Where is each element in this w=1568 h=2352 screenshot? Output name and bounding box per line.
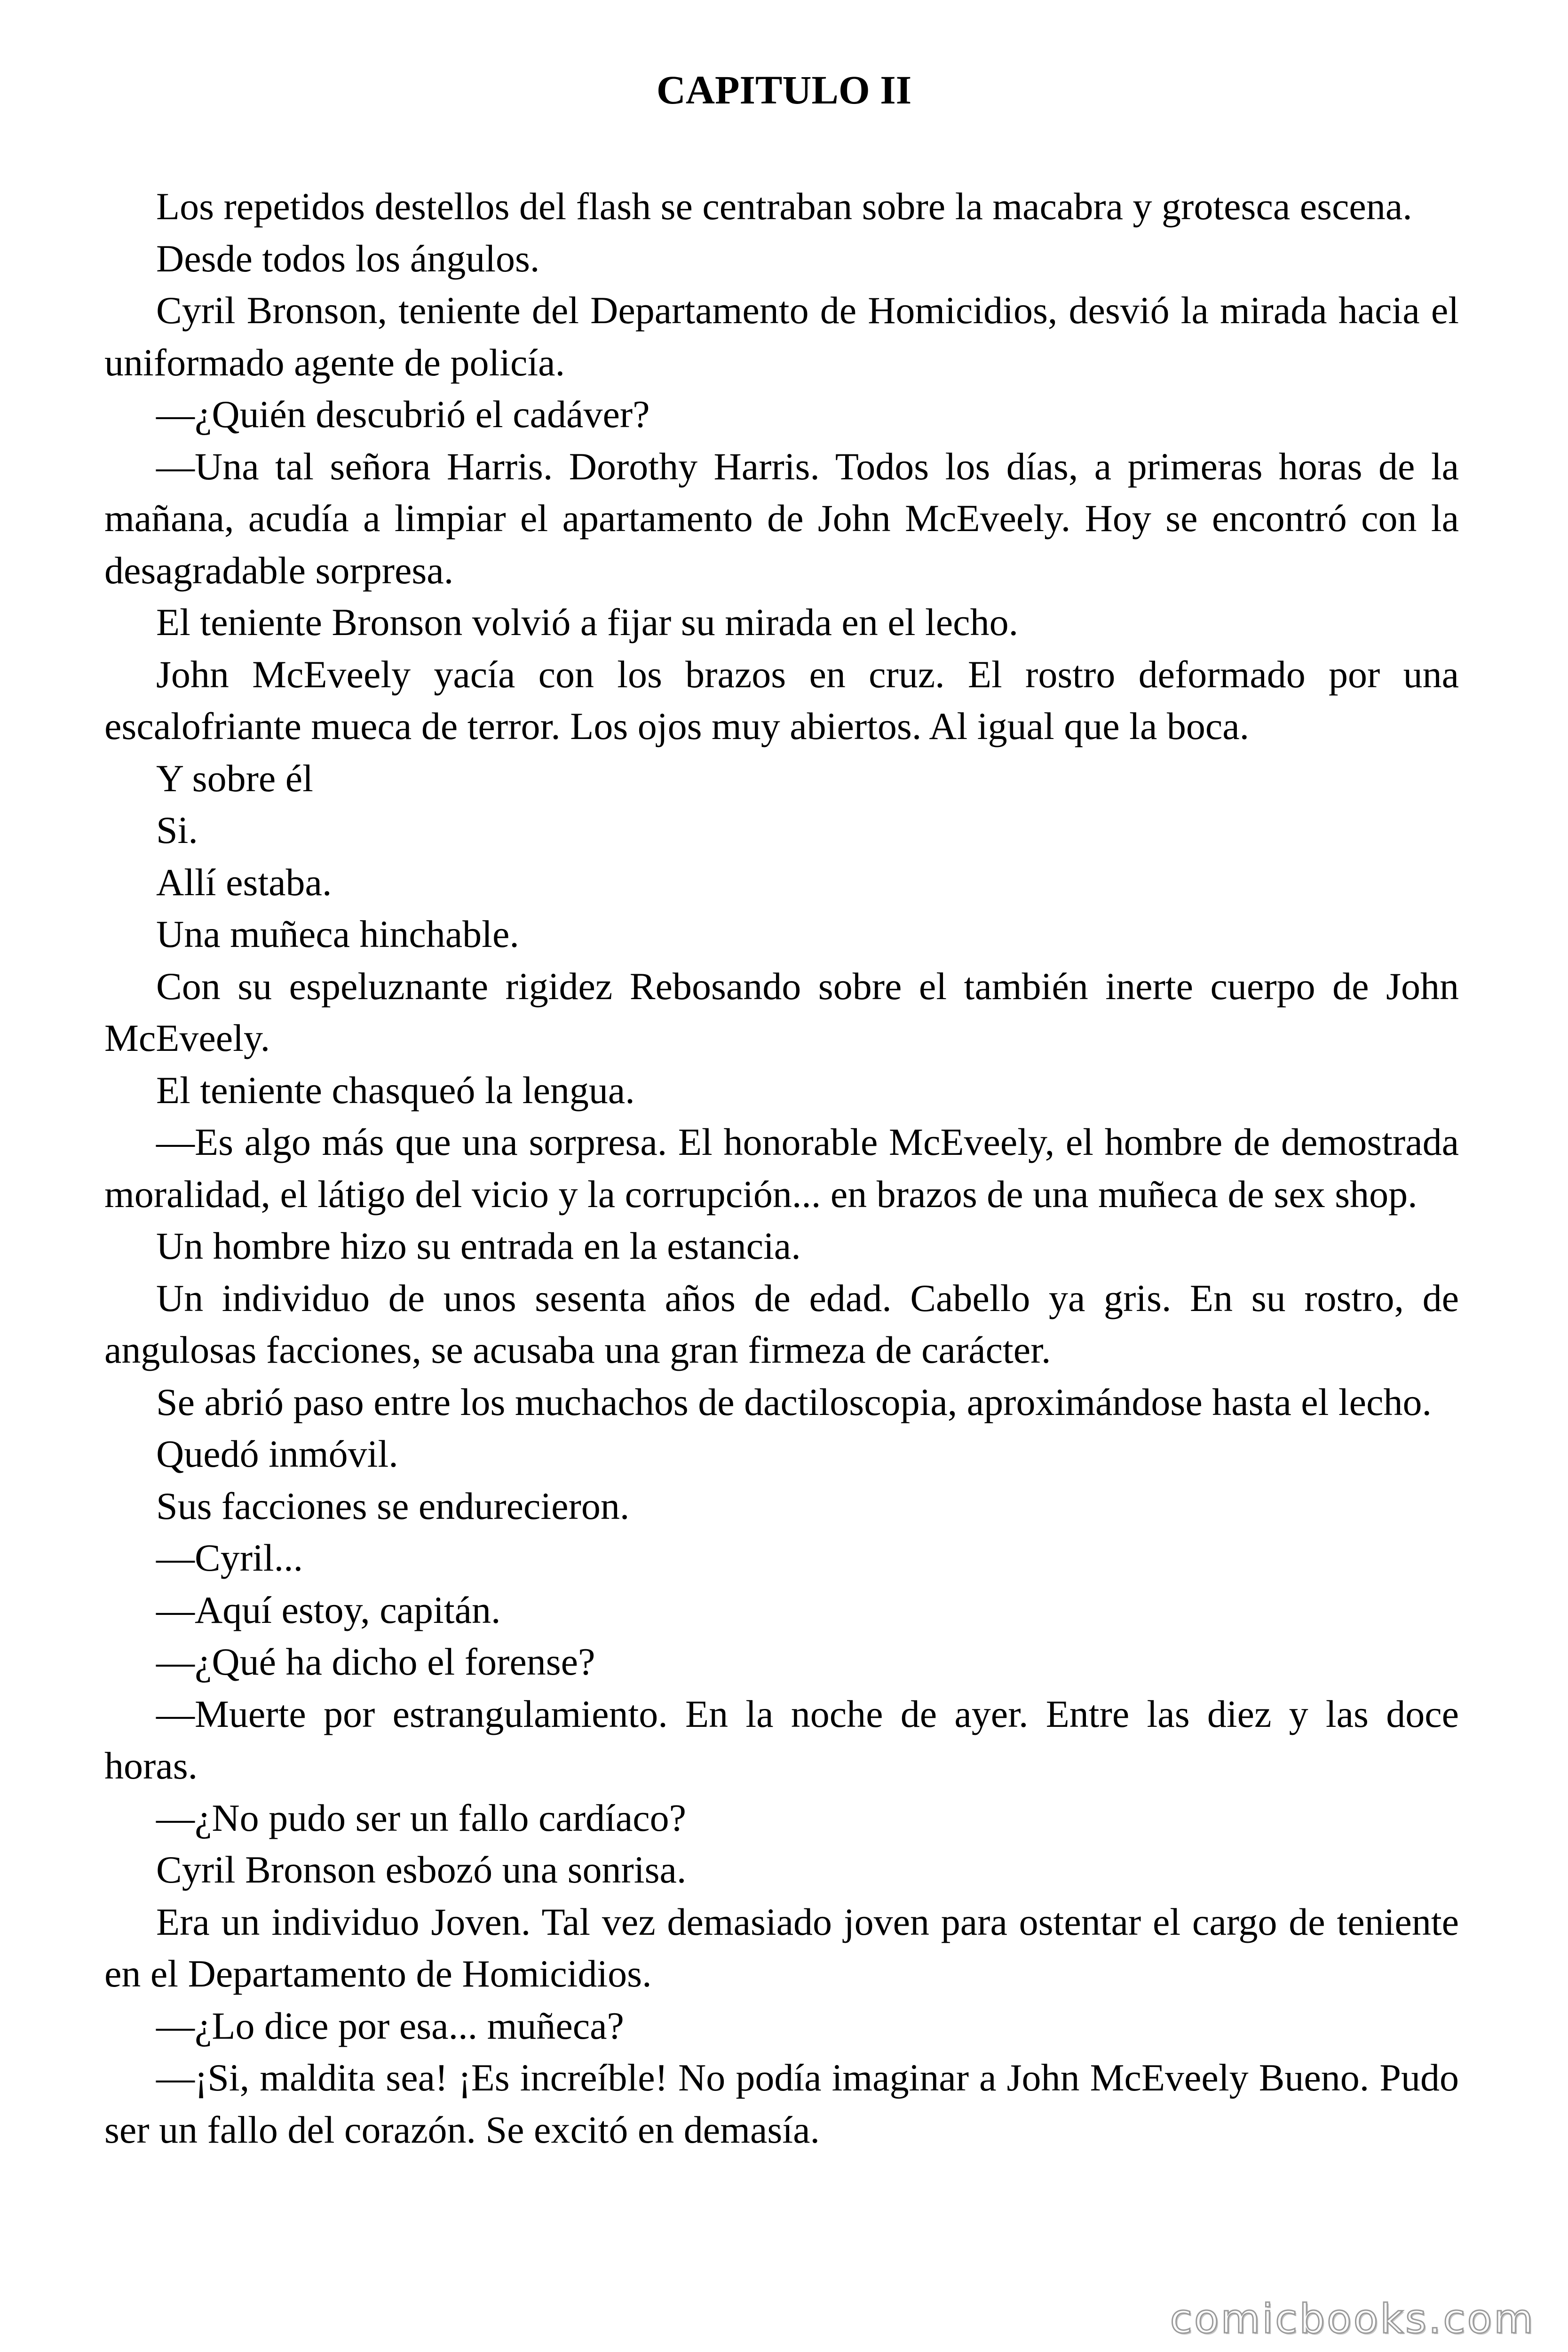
paragraph: —¿No pudo ser un fallo cardíaco?	[156, 1796, 687, 1839]
paragraph: Un individuo de unos sesenta años de edad. Cabello ya gris. En su rostro, de angulosas facciones, se acusaba una gran firmeza de carácter.	[104, 1276, 1459, 1371]
paragraph: Se abrió paso entre los muchachos de dactiloscopia, aproximándose hasta el lecho.	[156, 1380, 1432, 1423]
paragraph: —¿Lo dice por esa... muñeca?	[156, 2004, 624, 2047]
paragraph: —¿Quién descubrió el cadáver?	[156, 393, 650, 436]
paragraph: —Una tal señora Harris. Dorothy Harris. Todos los días, a primeras horas de la mañana, acudía a limpiar el apartamento de John McEveely. Hoy se encontró con la desagradable sorpresa.	[104, 445, 1459, 592]
paragraph: —Cyril...	[156, 1536, 303, 1579]
paragraph: Un hombre hizo su entrada en la estancia.	[156, 1224, 801, 1267]
paragraph: Con su espeluznante rigidez Rebosando sobre el también inerte cuerpo de John McEveely.	[104, 964, 1459, 1059]
paragraph: —¡Si, maldita sea! ¡Es increíble! No podía imaginar a John McEveely Bueno. Pudo ser un fallo del corazón. Se excitó en demasía.	[104, 2056, 1459, 2151]
paragraph: —Aquí estoy, capitán.	[156, 1588, 501, 1631]
paragraph: Si.	[156, 809, 198, 851]
paragraph: —¿Qué ha dicho el forense?	[156, 1640, 595, 1683]
paragraph: El teniente chasqueó la lengua.	[156, 1068, 635, 1112]
paragraph: Quedó inmóvil.	[156, 1432, 398, 1475]
paragraph: —Es algo más que una sorpresa. El honorable McEveely, el hombre de demostrada moralidad, el látigo del vicio y la corrupción... en brazos de una muñeca de sex shop.	[104, 1120, 1459, 1216]
paragraph: Una muñeca hinchable.	[156, 913, 519, 955]
paragraph: John McEveely yacía con los brazos en cruz. El rostro deformado por una escalofriante mueca de terror. Los ojos muy abiertos. Al igual que la boca.	[104, 652, 1459, 747]
body-text	[104, 181, 1459, 2156]
paragraph: El teniente Bronson volvió a fijar su mirada en el lecho.	[156, 601, 1019, 644]
paragraph: Los repetidos destellos del flash se centraban sobre la macabra y grotesca escena.	[156, 185, 1412, 228]
paragraph: Desde todos los ángulos.	[156, 237, 540, 280]
paragraph: Sus facciones se endurecieron.	[156, 1484, 630, 1527]
paragraph: Cyril Bronson, teniente del Departamento de Homicidios, desvió la mirada hacia el uniformado agente de policía.	[104, 289, 1459, 384]
paragraph: Era un individuo Joven. Tal vez demasiado joven para ostentar el cargo de teniente en el Departamento de Homicidios.	[104, 1900, 1459, 1995]
paragraph: —Muerte por estrangulamiento. En la noche de ayer. Entre las diez y las doce horas.	[104, 1692, 1459, 1787]
paragraph: Allí estaba.	[156, 860, 332, 904]
paragraph: Cyril Bronson esbozó una sonrisa.	[156, 1848, 687, 1891]
chapter-title: CAPITULO II	[656, 67, 912, 112]
watermark: comicbooks.com	[1170, 2296, 1535, 2343]
paragraph: Y sobre él	[156, 756, 313, 800]
